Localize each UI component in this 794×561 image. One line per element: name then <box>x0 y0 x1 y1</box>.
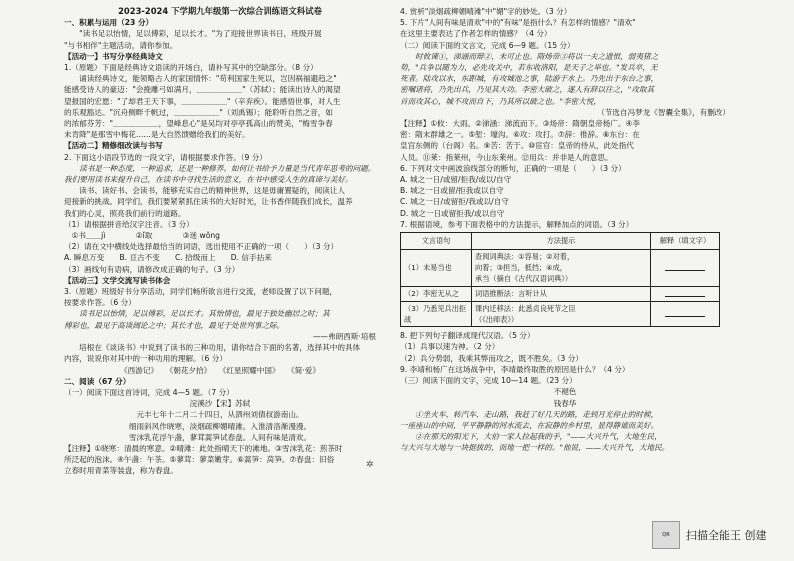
text-line: 2. 下面这小语段节选的一段文字，请根据要求作答。（9 分） <box>64 152 267 162</box>
text-line: 1.（原题）下面是经典诗文语读的开场白，请补写其中的空缺部分。（8 分） <box>64 63 318 73</box>
table-cell-sentence: （2）李密无从之 <box>401 286 472 301</box>
table-cell-hint <box>472 286 651 301</box>
text-line: 【注释】①晓寒：清晨的寒意。②晴滩：此处指晴天下的滩地。③雪沫乳花：煎茶时 <box>64 443 343 453</box>
table-header-hint: 方法提示 <box>472 233 651 250</box>
answer-blank[interactable] <box>665 262 705 271</box>
answer-blank-cell[interactable] <box>651 286 720 301</box>
text-line: 迎接新的挑战。同学们，我们要紧紧抓住读书的大好时光，让书香伴随我们成长，温养 <box>64 197 353 207</box>
text-line: （三）阅读下面的文字，完成 10—14 题。（23 分） <box>400 376 577 386</box>
text-line: （2）请在文中横线处选择最恰当的词语，选出使用不正确的一项（ ）（3 分） <box>64 242 339 252</box>
text-line: 立春时用青菜等装盘，称为春盘。 <box>64 466 178 476</box>
text-line: ①坐火车、转汽车、走山路，我赶了好几天的路，走到月光停止的时候， <box>400 409 659 419</box>
right-column-top <box>400 6 730 230</box>
text-line: 《西游记》 《朝花夕拾》 《红星照耀中国》 《简·爱》 <box>120 365 320 375</box>
text-line: ①书＿＿jì ②ǐ取 ③迷 wǒng <box>64 231 220 241</box>
text-line: 一、积累与运用（23 分） <box>64 18 154 28</box>
word-explanation-table <box>400 232 720 327</box>
text-line: 2023-2024 下学期九年级第一次综合训练语文科试卷 <box>118 6 322 16</box>
text-line: 时攸谏①，涕涵而辩②，未可止也。隋炀帝③将以一夫之遗恨，弱夷猪之 <box>400 51 659 61</box>
text-line: 4. 赏析"淡烟疏柳媚晴滩"中"媚"字的妙处。（3 分） <box>400 7 572 16</box>
text-line: 与大兴与大地与一块挺拔的，而地一把一样的。"他说，——大兴升气，大地民。 <box>400 443 670 453</box>
hint-line: 查阅词典法：①容易；②对着， <box>475 252 575 262</box>
text-line: 一座座山的中间，平平静静的河水流去，在寂静的乡村里，显得静谧而美好。 <box>400 420 659 430</box>
text-line: 人员。⑪莱：指莱州，今山东莱州。⑫用兵：并非是人的意思。 <box>400 152 613 162</box>
text-line: A. 城之一日/或留/拒我/或以/自守 <box>400 175 512 185</box>
table-cell-sentence: （1）未易当也 <box>401 250 472 287</box>
text-line: 的乐观豁达。"沉舟侧畔千帆过，＿＿＿＿＿＿"（刘禹锡）；能聆听自然之音，如 <box>64 107 333 117</box>
text-line: 细雨斜风作晓寒，淡烟疏柳媚晴滩。入淮清洛渐漫漫。 <box>128 421 312 431</box>
qr-code-icon: QR <box>652 521 680 549</box>
scanner-watermark <box>652 521 767 549</box>
text-line: （2）兵分势弱，我乘其弊而攻之，既不胜矣。（3 分） <box>400 353 583 363</box>
table-header-answer: 解释（填文字） <box>651 233 720 250</box>
text-line: 死者。陆攻以水，东距城，有攻城池之事，陆游于水上。乃先出于东台之事， <box>400 74 659 84</box>
text-line: 不褪色 <box>553 387 577 397</box>
table-cell-hint <box>472 250 651 287</box>
text-line: ②在那天的阳光下，大伯一家人拉起我的手，"——大兴升气，大地生民， <box>400 432 662 442</box>
text-line: 雪沫乳花浮午盏，蓼茸蒿笋试春盘。人间有味是清欢。 <box>128 432 312 442</box>
text-line: 培根在《谈读书》中说到了读书的三种功用，请你结合下面的名著，选择其中的具体 <box>64 343 361 353</box>
text-line: 内容，说说你对其中的一种功用的理解。（6 分） <box>64 354 227 364</box>
text-line: 读书、读好书、会读书，能够充实自己的精神世界，这是毋庸置疑的，阅读让人 <box>64 186 345 196</box>
text-line: 【注释】①攸：大雨。②涕涵：涕流而下。③炀帝：隋朝皇帝杨广。④李 <box>400 119 640 129</box>
text-line: 5. 下片"人间有味是清欢"中的"有味"是指什么？有怎样的情感？"清欢" <box>400 18 636 28</box>
text-line: 我们的心灵，照亮我们前行的道路。 <box>64 208 186 218</box>
text-line: 在这里主要表达了作者怎样的情感？（4 分） <box>400 29 552 39</box>
hint-line: （《出师表》） <box>475 315 519 325</box>
table-row <box>401 286 720 301</box>
text-line: 的浓郁芬芳："＿＿＿＿＿＿，望峰息心"是吴均对亭亭孤高山的赞美，"梅雪争春 <box>64 119 333 129</box>
text-line: ——弗朗西斯·培根 <box>312 331 376 341</box>
text-line: 诵读经典诗文，能领略古人的家国情怀："苟利国家生死以，岂因祸福避趋之" <box>64 74 337 84</box>
text-line: （二）阅读下面的文言文，完成 6—9 题。（15 分） <box>400 40 575 50</box>
text-line: 3.（原题）班级好书分享活动，同学们畅所欲言进行交流，老师设置了以下问题， <box>64 287 338 297</box>
text-line: 能感受诗人的豪迈："会挽雕弓如满月，＿＿＿＿＿＿"（苏轼）；能读出诗人的渴望 <box>64 85 341 95</box>
text-line: 密嘱诸将，乃先出兵，乃见其大功。李密大破之，遂人有辞以往之，"攻取其 <box>400 85 655 95</box>
text-line: 按要求作答。（6 分） <box>64 298 136 308</box>
hint-line: 课内迁移法：此悉贞良死节之臣 <box>475 303 576 313</box>
text-line: 密：隋末群雄之一。⑤堑：壕沟。⑥攻：攻打。⑦辞：推辞。⑧东台：在 <box>400 130 640 140</box>
table-row <box>401 250 720 287</box>
table-header-sentence: 文言语句 <box>401 233 472 250</box>
right-column <box>400 6 730 454</box>
text-line: 浣溪沙【宋】苏轼 <box>189 399 251 409</box>
answer-blank[interactable] <box>665 308 705 317</box>
hint-line: 向着；③担当，抵挡；④成， <box>475 263 567 273</box>
hint-line: 承当（摘自《古代汉语词典》） <box>475 274 573 284</box>
text-line: "读书足以怡情，足以傅彩，足以长才。"为了迎接世界读书日，班级开展 <box>64 29 322 39</box>
scan-speck: ✲ <box>366 460 374 470</box>
text-line: 钱春华 <box>553 398 577 408</box>
text-line: "与书相伴"主题活动，请你参加。 <box>64 40 178 50</box>
text-line: 6. 下列对文中画波浪线部分的断句，正确的一项是（ ）（3 分） <box>400 163 626 173</box>
table-row <box>401 301 720 326</box>
text-line: 望报国的宏愿："了却君王天下事，＿＿＿＿＿＿"（辛弃疾）。能感悟世事，对人生 <box>64 96 341 106</box>
text-line: A. 瞬息万变 B. 亘古不变 C. 拾级而上 D. 信手拈来 <box>64 253 272 263</box>
text-line: 首而攻其心，城不攻而自下，乃其所以破之也。"李密大悦， <box>400 96 601 106</box>
text-line: 读书是一种态度，一种追求，还是一种修养。如何让书给予力量是当代青年思考的问题。 <box>64 163 376 173</box>
text-line: （1）请根据拼音给汉字注音。（3 分） <box>64 219 194 229</box>
hint-line: 词语推断法：言听计从 <box>475 289 547 299</box>
text-line: （节选自冯梦龙《智囊全集》，有删改） <box>597 107 730 117</box>
table-cell-hint <box>472 301 651 326</box>
text-line: B. 城之一日或留/拒我或以自守 <box>400 186 504 196</box>
answer-blank[interactable] <box>665 288 705 297</box>
text-line: （1）兵事以速为神。（2 分） <box>400 342 500 352</box>
text-line: 傅彩也，最见于高谈阔论之中；其长才也，最见于处世判事之际。 <box>64 320 285 330</box>
table-header-row <box>401 233 720 250</box>
left-column <box>64 6 376 477</box>
text-line: 7. 根据语境，参考下面表格中的方法提示，解释加点的词语。（3 分） <box>400 219 634 229</box>
text-line: 【活动三】文学交流写读书体会 <box>64 275 171 285</box>
scanner-watermark-text: 扫描全能王 创建 <box>686 529 767 542</box>
text-line: 皇宫东侧的（台阁）名。⑨苦：苦于。⑩宦官：皇帝的侍从，此处指代 <box>400 141 634 151</box>
text-line: 元丰七年十二月二十四日，从泗州刘倩叔游南山。 <box>136 410 304 420</box>
answer-blank-cell[interactable] <box>651 250 720 287</box>
text-line: 所泛起的泡沫。④午盏：午茶。⑤蓼茸：蓼菜嫩芽。⑥蒿笋：莴笋。⑦春盘：旧俗 <box>64 455 335 465</box>
text-line: 未肯降"是那雪中梅花……是大自然馈赠给我们的美好。 <box>64 130 250 140</box>
text-line: 势，"兵争以随为力，必先攻关中，若东收洛阳，是天子之举也。"发兵卒，无 <box>400 63 658 73</box>
text-line: （3）画线句有语病，请修改成正确的句子。（3 分） <box>64 264 240 274</box>
text-line: D. 城之一日或留拒我/或以自守 <box>400 208 505 218</box>
table-cell-sentence: （3）乃悉见兵出拒战 <box>401 301 472 326</box>
text-line: C. 城之一日/或留拒/我或以/自守 <box>400 197 509 207</box>
text-line: 8. 把下列句子翻译成现代汉语。（5 分） <box>400 331 535 341</box>
text-line: 【活动二】精修细改读与书写 <box>64 141 163 151</box>
text-line: 9. 李靖和杨广在这场战争中，李靖最终取胜的原因是什么？（4 分） <box>400 364 630 374</box>
right-column-bottom <box>400 330 730 453</box>
text-line: 读书足以怡情，足以傅彩，足以长才。其怡情也，最见于独处幽居之时；其 <box>64 309 330 319</box>
answer-blank-cell[interactable] <box>651 301 720 326</box>
text-line: 二、阅读（67 分） <box>64 376 131 386</box>
text-line: （一）阅读下面这首诗词，完成 4—5 题。（7 分） <box>64 387 234 397</box>
text-line: 我们要用读书来提升自己，在读书中寻找生活的意义，在书中感受人生的真谛与美好。 <box>64 175 353 185</box>
text-line: 【活动一】书写分享经典诗文 <box>64 51 163 61</box>
